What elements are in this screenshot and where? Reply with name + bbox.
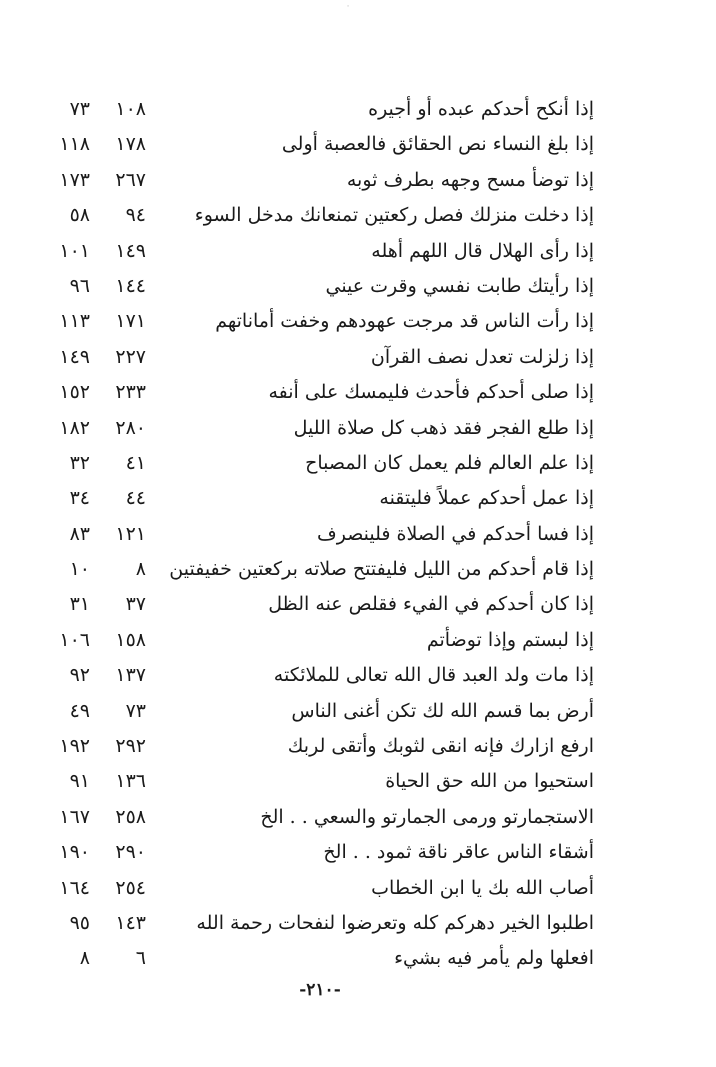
entry-ref-b: ١٥٢ xyxy=(59,381,90,404)
entry-text: إذا فسا أحدكم في الصلاة فلينصرف xyxy=(317,522,594,545)
index-entry xyxy=(0,623,716,658)
entry-ref-a: ٢٩٢ xyxy=(115,735,146,758)
index-entry xyxy=(0,694,716,729)
entry-ref-b: ١٤٩ xyxy=(59,345,90,368)
index-entry xyxy=(0,552,716,587)
entry-ref-b: ٩١ xyxy=(69,770,90,793)
entry-ref-a: ٨ xyxy=(135,558,146,581)
entry-ref-a: ١٧٨ xyxy=(115,133,146,156)
index-entry xyxy=(0,800,716,835)
entry-ref-a: ١٥٨ xyxy=(115,628,146,651)
entry-ref-a: ٢٢٧ xyxy=(115,345,146,368)
entry-ref-b: ١٦٧ xyxy=(59,805,90,828)
entry-text: ارفع ازارك فإنه انقى لثوبك وأتقى لربك xyxy=(287,735,594,758)
index-entry xyxy=(0,941,716,976)
entry-ref-b: ٤٩ xyxy=(69,699,90,722)
entry-text: اطلبوا الخير دهركم كله وتعرضوا لنفحات رحمة الله xyxy=(196,911,594,934)
entry-text: إذا رأت الناس قد مرجت عهودهم وخفت أماناتهم xyxy=(215,310,594,333)
entry-ref-b: ٣١ xyxy=(69,593,90,616)
index-entry xyxy=(0,906,716,941)
entry-ref-b: ٣٤ xyxy=(69,487,90,510)
entry-text: إذا رأى الهلال قال اللهم أهله xyxy=(371,239,594,262)
page-number: -٢١٠- xyxy=(299,980,341,1000)
index-entry xyxy=(0,304,716,339)
entry-text: أرض بما قسم الله لك تكن أغنى الناس xyxy=(291,699,594,722)
index-entry xyxy=(0,517,716,552)
index-entry xyxy=(0,446,716,481)
entry-ref-b: ٨٣ xyxy=(69,522,90,545)
entry-ref-a: ٤١ xyxy=(125,451,146,474)
entry-ref-b: ١١٣ xyxy=(59,310,90,333)
entry-text: إذا طلع الفجر فقد ذهب كل صلاة الليل xyxy=(293,416,594,439)
index-entry xyxy=(0,411,716,446)
entry-ref-a: ٦ xyxy=(135,947,146,970)
index-entry xyxy=(0,127,716,162)
entry-text: إذا مات ولد العبد قال الله تعالى للملائكته xyxy=(273,664,594,687)
entry-ref-a: ٢٦٧ xyxy=(115,168,146,191)
entry-ref-a: ١٤٤ xyxy=(115,274,146,297)
entry-text: إذا عمل أحدكم عملاً فليتقنه xyxy=(379,487,594,510)
entry-text: أشقاء الناس عاقر ناقة ثمود . . الخ xyxy=(323,841,594,864)
entry-text: إذا قام أحدكم من الليل فليفتتح صلاته بركعتين خفيفتين xyxy=(169,558,594,581)
index-entry xyxy=(0,729,716,764)
entry-ref-b: ١٦٤ xyxy=(59,876,90,899)
entry-ref-a: ١٠٨ xyxy=(115,98,146,120)
entry-ref-a: ١٤٣ xyxy=(115,911,146,934)
index-entry xyxy=(0,871,716,906)
entry-ref-a: ٢٥٨ xyxy=(115,805,146,828)
entry-ref-a: ١٧١ xyxy=(115,310,146,333)
entry-ref-b: ٩٢ xyxy=(69,664,90,687)
entry-text: إذا صلى أحدكم فأحدث فليمسك على أنفه xyxy=(268,381,594,404)
entry-ref-a: ٢٥٤ xyxy=(115,876,146,899)
hadith-index-list xyxy=(0,92,716,977)
entry-text: إذا زلزلت تعدل نصف القرآن xyxy=(370,345,594,368)
index-entry xyxy=(0,764,716,799)
index-entry xyxy=(0,92,716,127)
entry-ref-b: ٩٦ xyxy=(69,274,90,297)
entry-ref-a: ١٤٩ xyxy=(115,239,146,262)
entry-ref-b: ١٩٠ xyxy=(59,841,90,864)
entry-ref-a: ٣٧ xyxy=(125,593,146,616)
entry-ref-b: ١٧٣ xyxy=(59,168,90,191)
scan-mark: · xyxy=(346,2,350,12)
entry-text: إذا لبستم وإذا توضأتم xyxy=(426,628,594,651)
entry-ref-a: ٩٤ xyxy=(125,204,146,227)
index-entry xyxy=(0,481,716,516)
entry-text: استحيوا من الله حق الحياة xyxy=(385,770,594,793)
entry-ref-b: ٣٢ xyxy=(69,451,90,474)
entry-ref-a: ١٣٦ xyxy=(115,770,146,793)
entry-ref-b: ١٩٢ xyxy=(59,735,90,758)
entry-ref-b: ١١٨ xyxy=(59,133,90,156)
index-entry xyxy=(0,340,716,375)
entry-ref-a: ١٣٧ xyxy=(115,664,146,687)
entry-text: إذا كان أحدكم في الفيء فقلص عنه الظل xyxy=(268,593,594,616)
entry-text: إذا بلغ النساء نص الحقائق فالعصبة أولى xyxy=(281,133,594,156)
index-entry xyxy=(0,269,716,304)
index-entry xyxy=(0,163,716,198)
entry-text: إذا رأيتك طابت نفسي وقرت عيني xyxy=(325,274,594,297)
index-entry xyxy=(0,587,716,622)
entry-ref-b: ١٠١ xyxy=(59,239,90,262)
entry-ref-b: ٨ xyxy=(79,947,90,970)
entry-ref-a: ٧٣ xyxy=(125,699,146,722)
entry-ref-b: ١٠ xyxy=(69,558,90,581)
index-entry xyxy=(0,835,716,870)
entry-ref-a: ٤٤ xyxy=(125,487,146,510)
index-entry xyxy=(0,198,716,233)
entry-ref-a: ٢٨٠ xyxy=(115,416,146,439)
entry-text: أصاب الله بك يا ابن الخطاب xyxy=(371,876,594,899)
index-entry xyxy=(0,658,716,693)
entry-ref-b: ١٨٢ xyxy=(59,416,90,439)
entry-text: إذا علم العالم فلم يعمل كان المصباح xyxy=(305,451,594,474)
index-entry xyxy=(0,234,716,269)
entry-ref-b: ٧٣ xyxy=(69,98,90,120)
entry-text: الاستجمارتو ورمى الجمارتو والسعي . . الخ xyxy=(260,805,594,828)
entry-text: افعلها ولم يأمر فيه بشيء xyxy=(394,947,594,970)
entry-ref-b: ٥٨ xyxy=(69,204,90,227)
entry-text: إذا توضأ مسح وجهه بطرف ثوبه xyxy=(346,168,594,191)
entry-text: إذا أنكح أحدكم عبده أو أجيره xyxy=(368,98,594,120)
entry-text: إذا دخلت منزلك فصل ركعتين تمنعانك مدخل السوء xyxy=(194,204,594,227)
entry-ref-a: ٢٣٣ xyxy=(115,381,146,404)
index-entry xyxy=(0,375,716,410)
entry-ref-b: ١٠٦ xyxy=(59,628,90,651)
entry-ref-a: ١٢١ xyxy=(115,522,146,545)
entry-ref-a: ٢٩٠ xyxy=(115,841,146,864)
entry-ref-b: ٩٥ xyxy=(69,911,90,934)
